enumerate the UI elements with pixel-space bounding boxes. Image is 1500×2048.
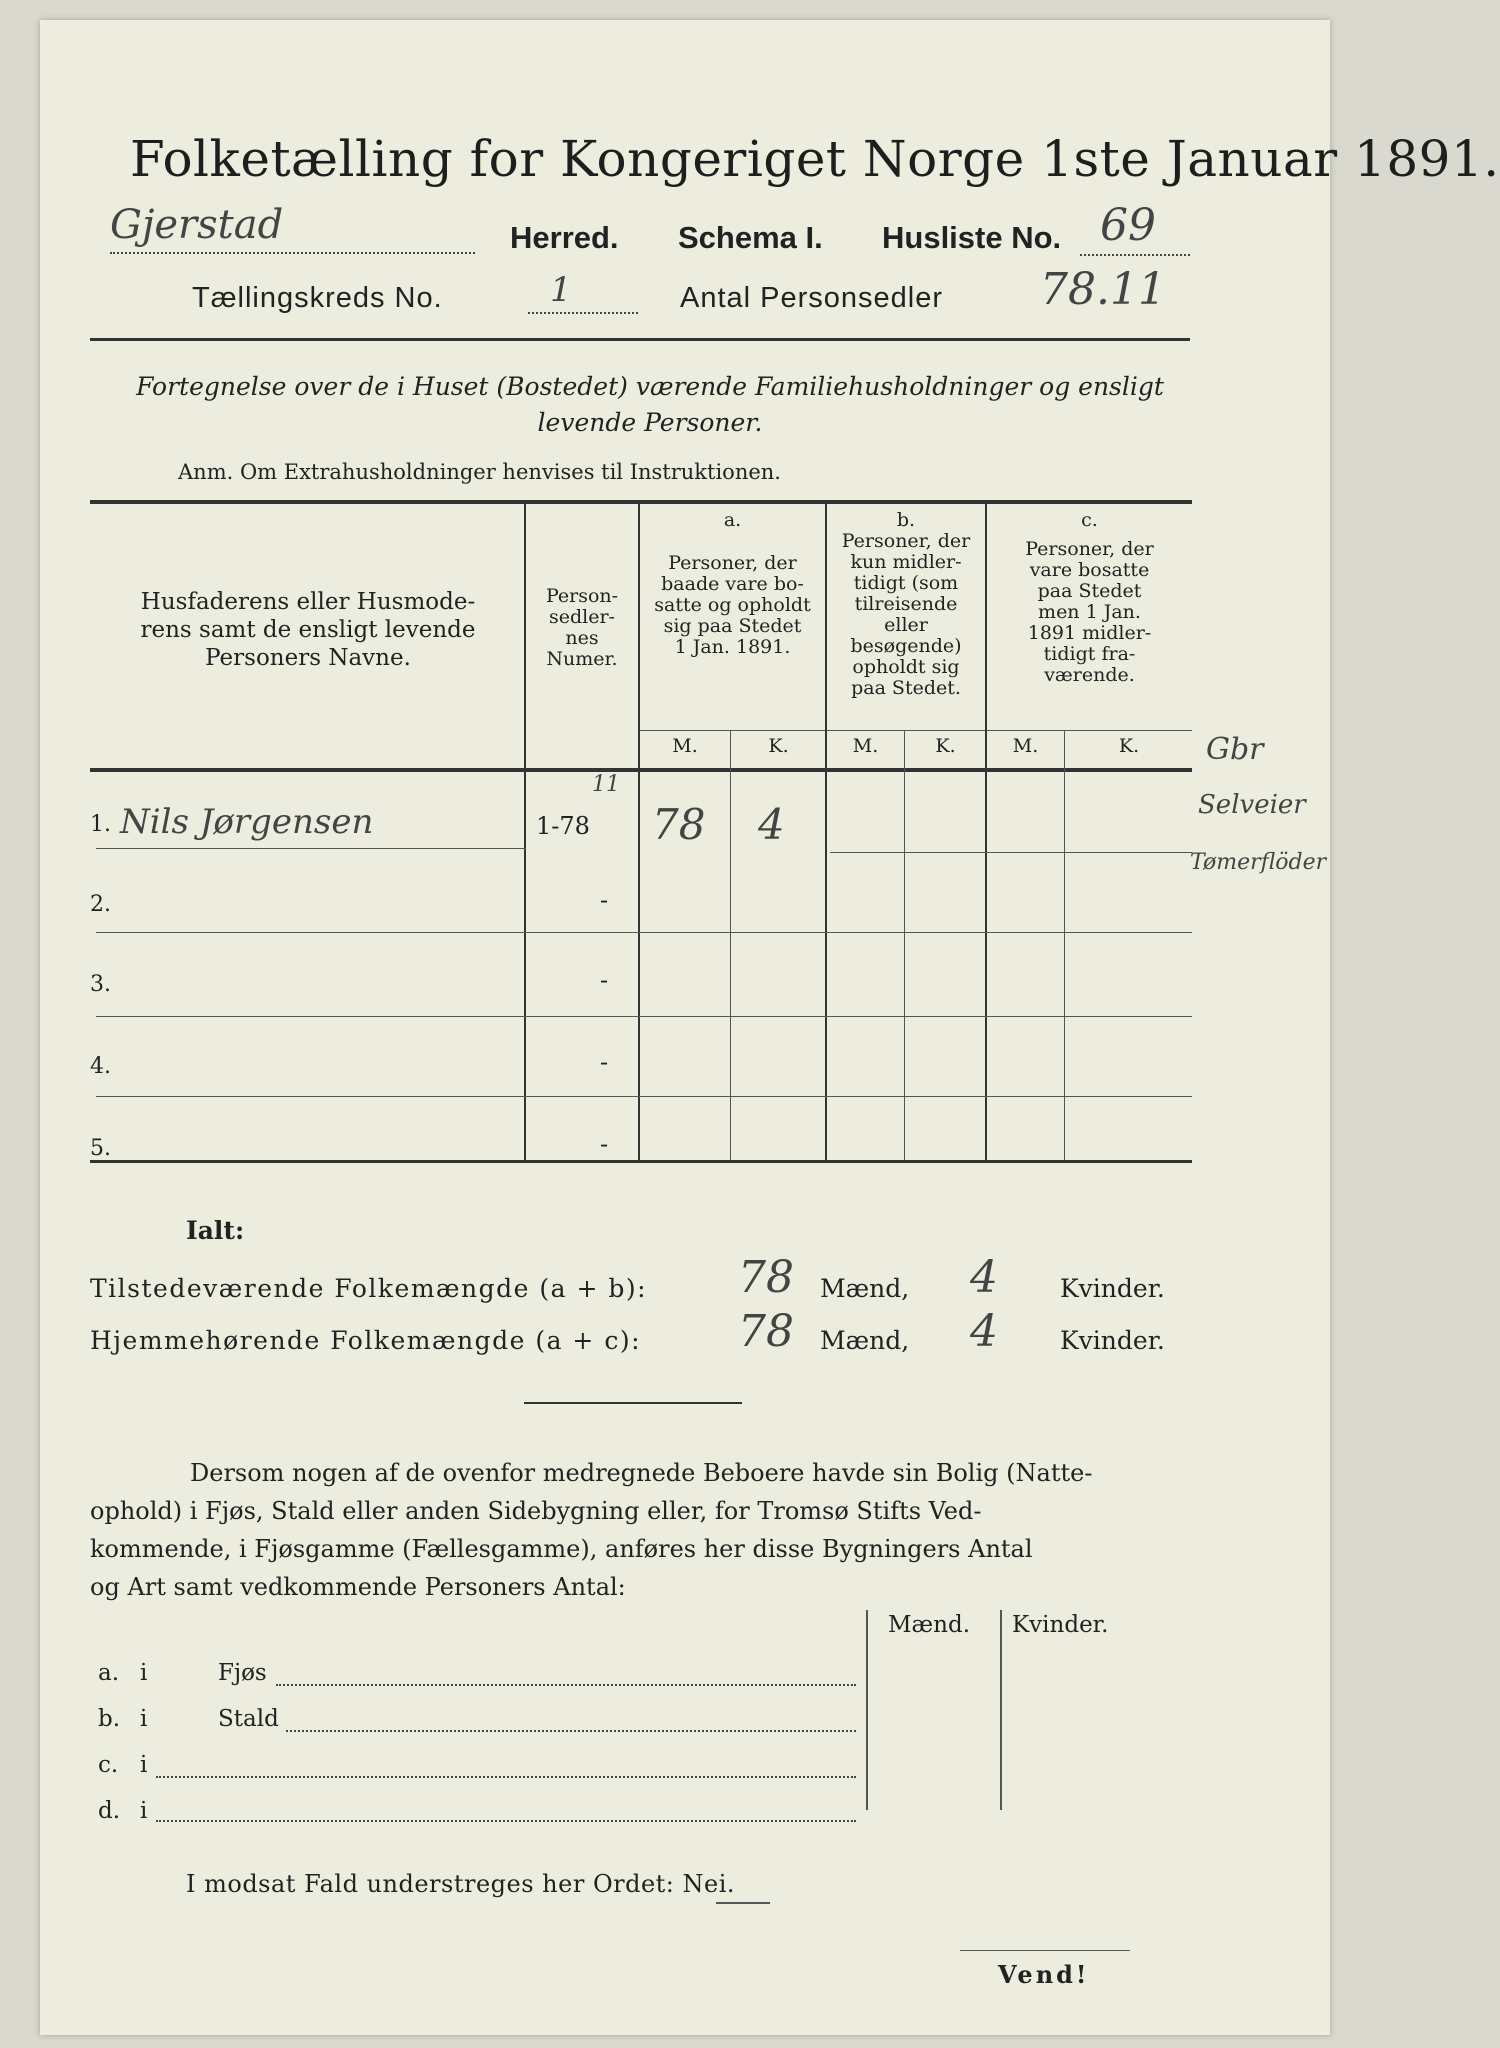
intro-line-1: Fortegnelse over de i Huset (Bostedet) værende Familiehusholdninger og ensligt: [136, 372, 1164, 401]
margin-note-1: Gbr: [1206, 732, 1264, 767]
col-c-m: M.: [1012, 735, 1039, 757]
row-4-num: -: [600, 1048, 609, 1076]
col-a-k: K.: [768, 735, 789, 757]
row-1-rule: [96, 848, 526, 849]
totals-line-2-kvinder: Kvinder.: [1060, 1326, 1165, 1355]
totals-line-2-m: 78: [738, 1306, 794, 1357]
header-rule: [90, 338, 1190, 341]
row-1-num-over: 11: [592, 772, 620, 797]
outbuild-divider-2: [1000, 1610, 1002, 1810]
outbuild-row-d-i: i: [140, 1798, 148, 1824]
totals-line-1-maend: Mænd,: [820, 1274, 910, 1303]
vend-note: Vend!: [998, 1960, 1090, 1989]
herred-handwritten: Gjerstad: [110, 202, 284, 248]
table-top-rule: [90, 500, 1192, 504]
row-4-number: 4.: [90, 1054, 111, 1079]
husliste-dotted-line: [1080, 254, 1190, 256]
herred-dotted-line: [110, 252, 475, 254]
table-bottom-rule: [90, 1160, 1192, 1163]
totals-line-2-maend: Mænd,: [820, 1326, 910, 1355]
totals-divider: [524, 1402, 742, 1404]
kreds-value: 1: [550, 270, 572, 310]
outbuild-row-b-dots: [286, 1730, 856, 1732]
outbuild-row-a-label: Fjøs: [218, 1660, 267, 1686]
col-c-header: c. Personer, der vare bosatte paa Stedet men 1 Jan. 1891 midler- tidigt fra- værende.: [1025, 509, 1154, 686]
col-a-m: M.: [672, 735, 698, 757]
herred-label: Herred.: [510, 220, 619, 255]
totals-line-2-k: 4: [970, 1306, 998, 1357]
outbuild-row-c-i: i: [140, 1752, 148, 1778]
antal-label: Antal Personsedler: [680, 282, 944, 314]
row-4-rule: [96, 1096, 1192, 1097]
row-1-rule-b: [830, 852, 1192, 853]
form-title: Folketælling for Kongeriget Norge 1ste Januar 1891.: [130, 130, 1500, 188]
outbuild-row-a-i: i: [140, 1660, 148, 1686]
outbuild-row-b-i: i: [140, 1706, 148, 1732]
row-1-num: 1-78: [536, 812, 590, 840]
row-2-rule: [96, 932, 1192, 933]
vend-rule: [960, 1950, 1130, 1951]
col-c-k: K.: [1118, 735, 1140, 757]
totals-line-1-kvinder: Kvinder.: [1060, 1274, 1165, 1303]
col-a-header: a. Personer, der baade vare bo- satte og opholdt sig paa Stedet 1 Jan. 1891.: [654, 509, 811, 658]
row-1-a-k: 4: [758, 800, 785, 849]
modsat-note: I modsat Fald understreges her Ordet: Nei.: [186, 1870, 736, 1898]
census-form-page: [40, 20, 1500, 2035]
table-header-rule: [90, 768, 1192, 772]
outbuild-row-d-dots: [156, 1820, 856, 1822]
anm-note: Anm. Om Extrahusholdninger henvises til Instruktionen.: [178, 460, 781, 484]
margin-note-3: Tømerflöder: [1190, 850, 1327, 875]
row-1-a-m: 78: [652, 800, 706, 849]
col-b-header: b. Personer, der kun midler- tidigt (som tilreisende eller besøgende) opholdt sig paa Stedet.: [841, 509, 971, 699]
outbuild-row-b-letter: b.: [98, 1706, 121, 1732]
row-2-number: 2.: [90, 892, 111, 917]
row-1-name: Nils Jørgensen: [120, 802, 374, 842]
outbuild-divider-1: [866, 1610, 868, 1810]
totals-line-1-k: 4: [970, 1252, 998, 1303]
row-3-rule: [96, 1016, 1192, 1017]
outbuild-row-a-letter: a.: [98, 1660, 120, 1686]
row-3-number: 3.: [90, 972, 111, 997]
col-name-header: Husfaderens eller Husmode- rens samt de ensligt levende Personers Navne.: [140, 589, 476, 671]
ialt-label: Ialt:: [186, 1216, 245, 1245]
intro-line-2: levende Personer.: [537, 408, 763, 437]
husliste-label: Husliste No.: [882, 220, 1062, 255]
row-5-num: -: [600, 1130, 609, 1158]
mk-rule: [640, 730, 1192, 731]
col-b-k: K.: [935, 735, 956, 757]
col-num-header: Person- sedler- nes Numer.: [545, 585, 619, 670]
totals-line-1-label: Tilstedeværende Folkemængde (a + b):: [90, 1274, 648, 1303]
outbuild-row-d-letter: d.: [98, 1798, 121, 1824]
row-5-number: 5.: [90, 1136, 111, 1161]
outbuild-row-a-dots: [276, 1684, 856, 1686]
totals-line-1-m: 78: [738, 1252, 794, 1303]
row-3-num: -: [600, 966, 609, 994]
totals-line-2-label: Hjemmehørende Folkemængde (a + c):: [90, 1326, 641, 1355]
outbuild-maend-header: Mænd.: [888, 1612, 971, 1638]
schema-label: Schema I.: [678, 220, 823, 255]
antal-value: 78.11: [1040, 264, 1166, 315]
row-2-num: -: [600, 886, 609, 914]
kreds-label: Tællingskreds No.: [192, 282, 443, 314]
nei-underline: [716, 1902, 770, 1904]
outbuilding-paragraph: Dersom nogen af de ovenfor medregnede Beboere havde sin Bolig (Natte- ophold) i Fjøs, Stald eller anden Sidebygning eller, for Tromsø Stifts Ved- kommende, i Fjøsgamme (Fællesgamme), anføres her disse Bygningers Antal og Art samt vedkommende Personers Antal:: [90, 1459, 1093, 1601]
outbuild-row-c-dots: [156, 1776, 856, 1778]
outbuild-row-b-label: Stald: [218, 1706, 279, 1732]
outbuild-row-c-letter: c.: [98, 1752, 119, 1778]
husliste-value: 69: [1100, 200, 1156, 251]
col-b-m: M.: [852, 735, 879, 757]
row-1-number: 1.: [90, 812, 111, 837]
kreds-dotted-line: [528, 312, 638, 314]
outbuild-kvinder-header: Kvinder.: [1012, 1612, 1109, 1638]
margin-note-2: Selveier: [1198, 790, 1306, 820]
